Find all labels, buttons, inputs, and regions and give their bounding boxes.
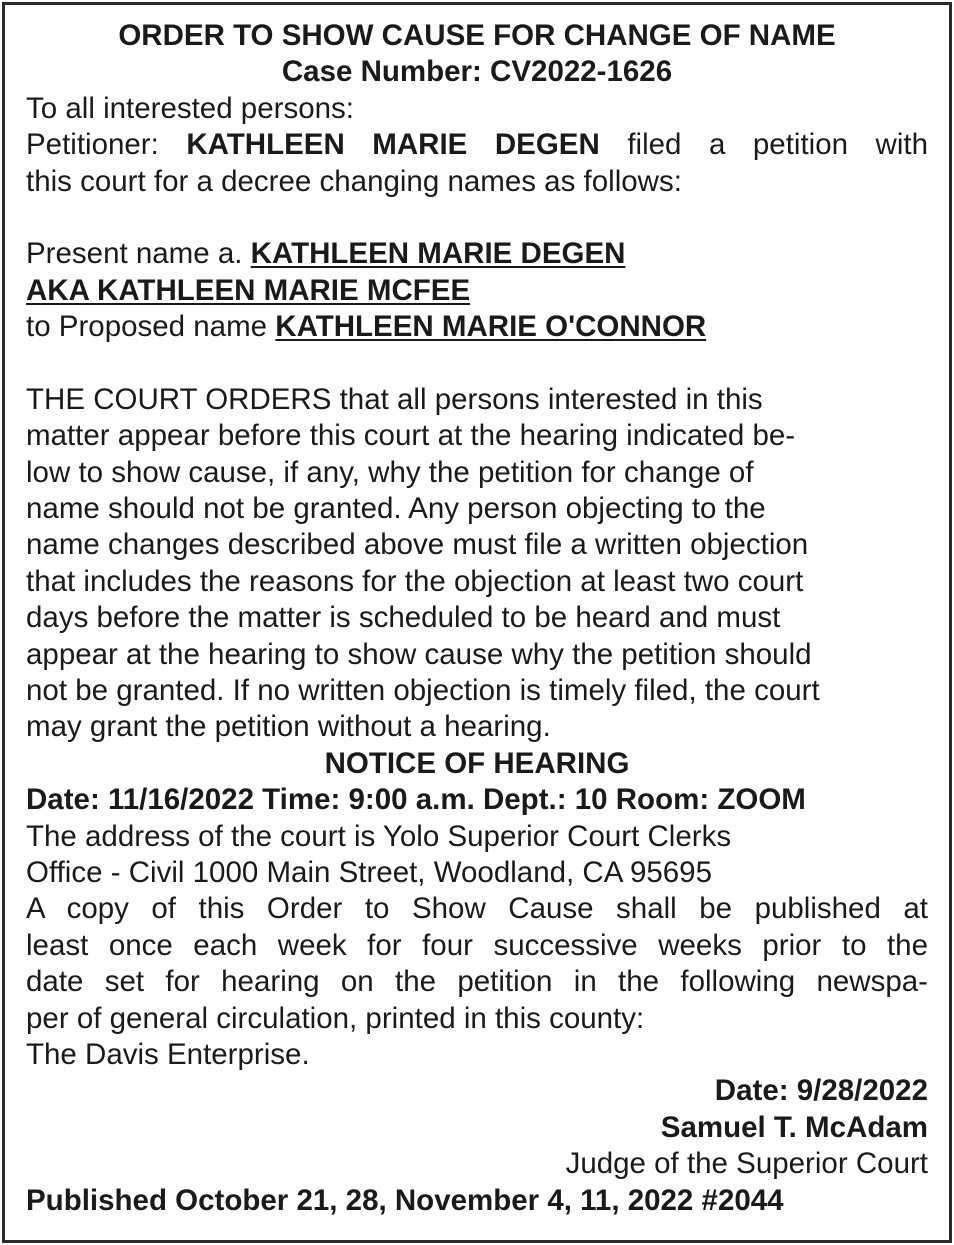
salutation: To all interested persons: [26,91,354,125]
judge-name: Samuel T. McAdam [660,1110,928,1144]
court-orders-line: name should not be granted. Any person objecting to the [26,492,766,526]
petitioner-name: KATHLEEN MARIE DEGEN [186,128,600,162]
proposed-name-line [26,309,928,345]
court-orders-line: that includes the reasons for the objection at least two court [26,564,804,598]
petitioner-line [26,127,928,163]
legal-notice [26,18,928,1219]
hearing-details: Date: 11/16/2022 Time: 9:00 a.m. Dept.: 10 Room: ZOOM [26,783,806,817]
hearing-heading: NOTICE OF HEARING [324,746,630,780]
court-address-line: The address of the court is Yolo Superior Court Clerks [26,819,732,853]
proposed-name: KATHLEEN MARIE O'CONNOR [275,310,707,344]
publication-line: least once each week for four successive weeks prior to the [26,928,928,962]
court-orders-line: days before the matter is scheduled to be heard and must [26,601,781,635]
court-orders-line: not be granted. If no written objection is timely filed, the court [26,674,820,708]
court-orders-line: THE COURT ORDERS that all persons interested in this [26,382,763,416]
judge-title: Judge of the Superior Court [565,1147,928,1181]
aka-name: AKA KATHLEEN MARIE MCFEE [26,273,471,307]
court-address-line: Office - Civil 1000 Main Street, Woodland, CA 95695 [26,855,712,889]
present-name: KATHLEEN MARIE DEGEN [250,237,626,271]
case-number: Case Number: CV2022-1626 [281,55,673,89]
present-name-prefix: Present name a. [26,237,251,271]
petitioner-prefix: Petitioner: [26,128,187,162]
publication-line: date set for hearing on the petition in the following newspa- [26,965,928,999]
publication-paragraph [26,891,928,1073]
proposed-name-prefix: to Proposed name [26,310,276,344]
publication-line: per of general circulation, printed in this county: [26,1001,645,1035]
court-orders-line: appear at the hearing to show cause why the petition should [26,637,812,671]
court-orders-line: may grant the petition without a hearing. [26,710,551,744]
publication-line: A copy of this Order to Show Cause shall be published at [26,892,928,926]
aka-line [26,273,928,309]
court-orders-paragraph [26,382,928,746]
publication-line: The Davis Enterprise. [26,1037,310,1071]
published-dates: Published October 21, 28, November 4, 11, 2022 #2044 [26,1183,784,1217]
court-orders-line: name changes described above must file a written objection [26,528,809,562]
notice-title: ORDER TO SHOW CAUSE FOR CHANGE OF NAME [118,19,836,52]
present-name-line [26,236,928,272]
signature-date: Date: 9/28/2022 [714,1074,928,1108]
court-orders-line: matter appear before this court at the hearing indicated be- [26,419,796,453]
petitioner-suffix: filed a petition with [599,128,928,162]
court-orders-line: low to show cause, if any, why the petition for change of [26,455,754,489]
petitioner-line-2: this court for a decree changing names as follows: [26,164,682,198]
